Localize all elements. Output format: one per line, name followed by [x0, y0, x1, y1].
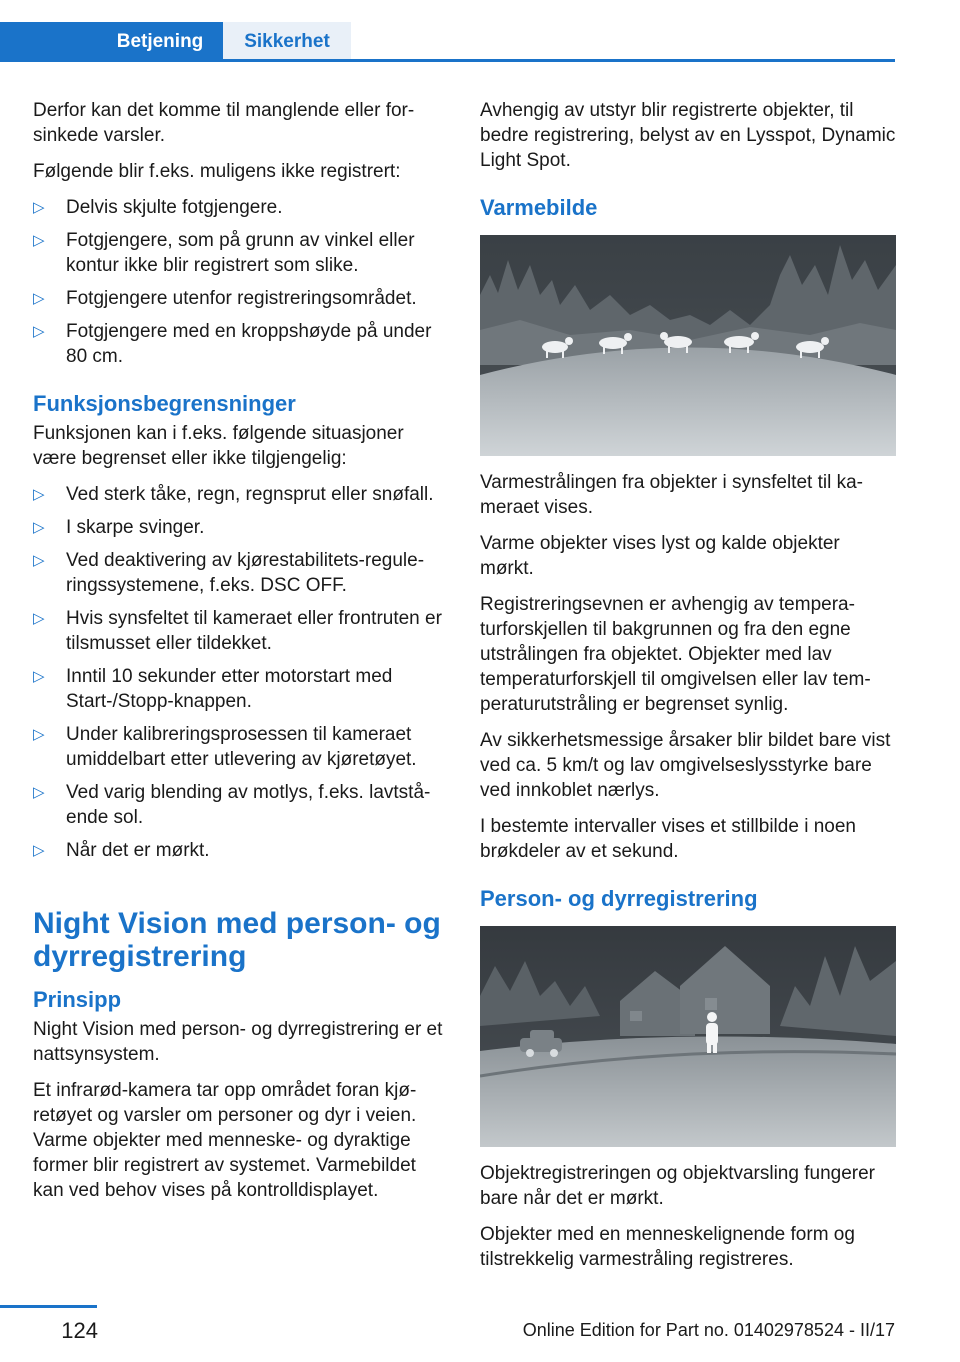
list-item: ▷ I skarpe svinger. [33, 517, 205, 538]
bullet-triangle-icon: ▷ [33, 519, 45, 536]
prinsipp-paragraph-2: Et infrarød-kamera tar opp området foran kjøretøyet og varsler om personer og dyr i veien. Varme objekter med menneske- og dyraktige former blir registrert av systemet. Varmebildet kan ved behov vises på kontrolldisplayet. [33, 1080, 417, 1201]
varme-paragraph-1: Varmestrålingen fra objekter i synsfeltet til kameraet vises. [480, 472, 863, 518]
bullet-triangle-icon: ▷ [33, 290, 45, 307]
varme-paragraph-2: Varme objekter vises lyst og kalde objekter mørkt. [480, 533, 840, 579]
header-rule [0, 59, 895, 62]
list-item: ▷ Når det er mørkt. [33, 840, 210, 861]
heading-funksjonsbegrensninger: Funksjonsbegrensninger [33, 391, 296, 416]
person-paragraph-1: Objektregistreringen og objektvarsling fungerer bare når det er mørkt. [480, 1163, 875, 1209]
thermal-animals-illustration [480, 235, 896, 456]
edition-note: Online Edition for Part no. 01402978524 - II/17 [522, 1320, 895, 1340]
not-registered-list [33, 195, 451, 369]
list-item: ▷ Delvis skjulte fotgjengere. [33, 197, 283, 218]
thermal-person-illustration [480, 926, 896, 1147]
heading-person-dyrregistrering: Person- og dyrregistrering [480, 886, 758, 911]
list-item: ▷ Ved sterk tåke, regn, regnsprut eller snøfall. [33, 484, 434, 505]
list-item: ▷ Under kalibreringsprosessen til kameraet umiddelbart etter utlevering av kjøretøyet. [33, 724, 417, 770]
bullet-triangle-icon: ▷ [33, 232, 45, 249]
intro-paragraph-1: Derfor kan det komme til manglende eller forsinkede varsler. [33, 100, 415, 146]
person-paragraph-2: Objekter med en menneskelignende form og tilstrekkelig varmestråling registreres. [480, 1224, 855, 1270]
prinsipp-paragraph-1: Night Vision med person- og dyrregistrering er et nattsynsystem. [33, 1019, 443, 1065]
right-column [480, 98, 896, 1283]
funksjon-paragraph: Funksjonen kan i f.eks. følgende situasjoner være begrenset eller ikke tilgjengelig: [33, 423, 404, 469]
thermal-image-person [480, 926, 896, 1147]
bullet-triangle-icon: ▷ [33, 486, 45, 503]
bullet-triangle-icon: ▷ [33, 668, 45, 685]
varme-paragraph-5: I bestemte intervaller vises et stillbilde i noen brøkdeler av et sekund. [480, 816, 856, 862]
tab-bar-lead [0, 22, 97, 62]
list-item: ▷ Fotgjengere, som på grunn av vinkel eller kontur ikke blir registrert som slike. [33, 230, 415, 276]
bullet-triangle-icon: ▷ [33, 610, 45, 627]
header-tab-bar [0, 22, 895, 62]
bullet-triangle-icon: ▷ [33, 726, 45, 743]
limitations-list [33, 482, 451, 863]
intro-paragraph-2: Følgende blir f.eks. muligens ikke registrert: [33, 161, 401, 182]
lightspot-paragraph: Avhengig av utstyr blir registrerte objekter, til bedre registrering, belyst av en Lysspot, Dynamic Light Spot. [480, 100, 896, 171]
tab-sikkerhet[interactable]: Sikkerhet [223, 22, 351, 62]
thermal-image-animals [480, 235, 896, 456]
list-item: ▷ Inntil 10 sekunder etter motorstart med Start-/Stopp-knappen. [33, 666, 393, 712]
heading-prinsipp: Prinsipp [33, 987, 122, 1012]
bullet-triangle-icon: ▷ [33, 552, 45, 569]
heading-night-vision: Night Vision med person- og dyrregistrering [33, 907, 441, 973]
varme-paragraph-4: Av sikkerhetsmessige årsaker blir bildet bare vist ved ca. 5 km/t og lav omgivelseslysstyrke bare ved innkoblet nærlys. [480, 730, 891, 801]
list-item: ▷ Ved varig blending av motlys, f.eks. lavtstående sol. [33, 782, 431, 828]
bullet-triangle-icon: ▷ [33, 199, 45, 216]
varme-paragraph-3: Registreringsevnen er avhengig av temperaturforskjellen til bakgrunnen og fra den egne utstrålingen fra objektet. Objekter med lav temperaturforskjell til omgivelsen eller lav temperaturutstråling er begrenset synlig. [480, 594, 871, 715]
heading-varmebilde: Varmebilde [480, 195, 598, 220]
bullet-triangle-icon: ▷ [33, 784, 45, 801]
list-item: ▷ Fotgjengere utenfor registreringsområdet. [33, 288, 417, 309]
tab-betjening[interactable]: Betjening [97, 22, 223, 62]
page-number: 124 [61, 1318, 98, 1343]
list-item: ▷ Hvis synsfeltet til kameraet eller frontruten er tilsmusset eller tildekket. [33, 608, 442, 654]
left-column [33, 98, 451, 1214]
bullet-triangle-icon: ▷ [33, 323, 45, 340]
bullet-triangle-icon: ▷ [33, 842, 45, 859]
footer-rule [0, 1305, 97, 1308]
list-item: ▷ Ved deaktivering av kjørestabilitets-reguleringssystemene, f.eks. DSC OFF. [33, 550, 425, 596]
list-item: ▷ Fotgjengere med en kroppshøyde på under 80 cm. [33, 321, 432, 367]
